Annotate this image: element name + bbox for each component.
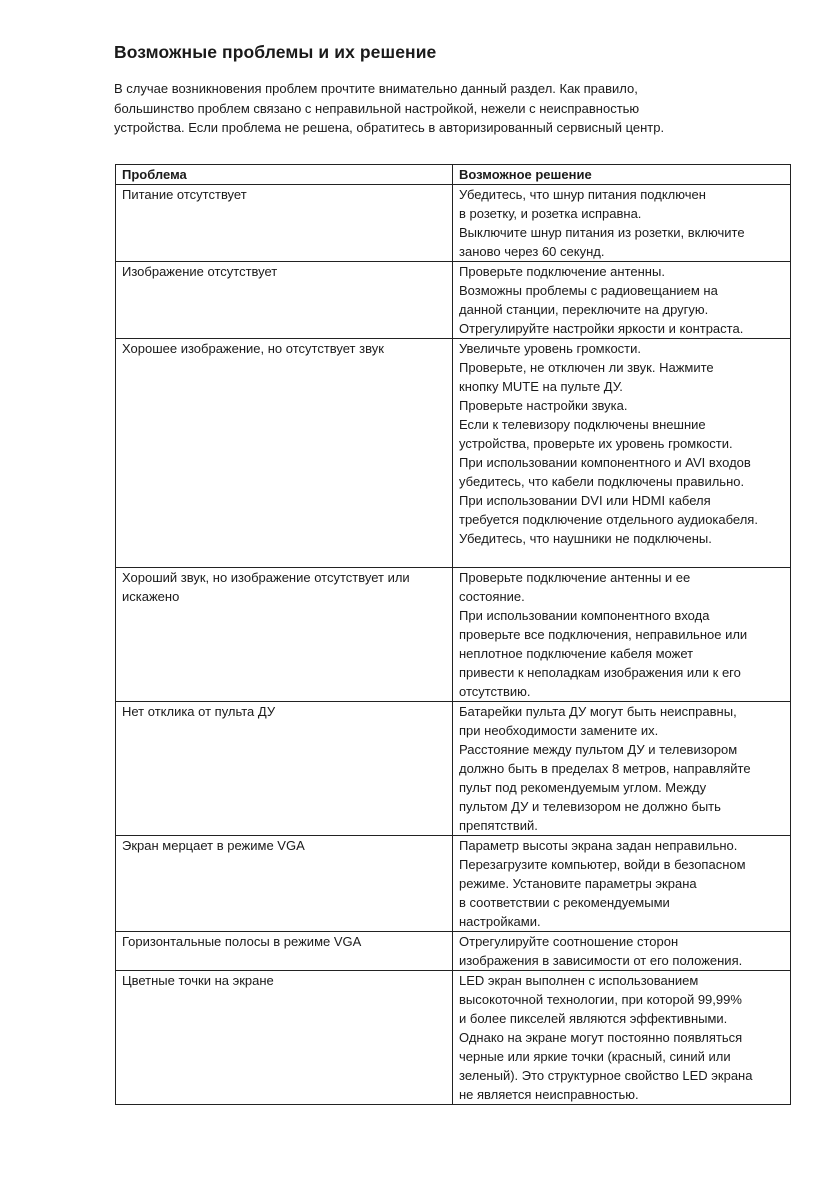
solution-text: черные или яркие точки (красный, синий или [459,1049,731,1064]
solution-text: Расстояние между пультом ДУ и телевизором [459,742,738,757]
table-row [116,932,791,971]
solution-cell [453,262,791,339]
solution-text: состояние. [459,589,525,604]
problem-cell [116,185,453,262]
solution-text: Убедитесь, что шнур питания подключен [459,187,706,202]
problem-cell [116,339,453,568]
solution-text: проверьте все подключения, неправильное или [459,627,748,642]
problem-cell [116,932,453,971]
header-problem: Проблема [116,165,453,185]
solution-text: не является неисправностью. [459,1087,639,1102]
intro-line: В случае возникновения проблем прочтите внимательно данный раздел. Как правило, [114,81,638,96]
solution-text: неплотное подключение кабеля может [459,646,694,661]
problem-text: Цветные точки на экране [122,973,274,988]
solution-text: устройства, проверьте их уровень громкости. [459,436,733,451]
solution-text: Если к телевизору подключены внешние [459,417,706,432]
solution-text: Проверьте подключение антенны и ее [459,570,691,585]
solution-cell [453,971,791,1105]
solution-cell [453,702,791,836]
problem-cell [116,971,453,1105]
solution-text: При использовании DVI или HDMI кабеля [459,493,711,508]
table-row [116,262,791,339]
problem-cell [116,262,453,339]
solution-text: настройками. [459,914,541,929]
solution-text: Увеличьте уровень громкости. [459,341,642,356]
solution-text: пультом ДУ и телевизором не должно быть [459,799,721,814]
table-row [116,339,791,568]
solution-text: отсутствию. [459,684,531,699]
solution-text: убедитесь, что кабели подключены правильно. [459,474,745,489]
intro-line: большинство проблем связано с неправильной настройкой, нежели с неисправностью [114,100,640,116]
solution-text: при необходимости замените их. [459,723,659,738]
solution-text: Проверьте подключение антенны. [459,264,665,279]
problem-text: Горизонтальные полосы в режиме VGA [122,934,362,949]
solution-cell [453,932,791,971]
solution-text: Батарейки пульта ДУ могут быть неисправны, [459,704,737,719]
problem-text: искажено [122,589,180,604]
solution-text: Отрегулируйте соотношение сторон [459,934,679,949]
solution-text: режиме. Установите параметры экрана [459,876,697,891]
solution-text: пульт под рекомендуемым углом. Между [459,780,707,795]
intro-paragraph [114,79,754,138]
solution-text: Отрегулируйте настройки яркости и контраста. [459,321,744,336]
table-row [116,702,791,836]
table-row [116,185,791,262]
solution-text: LED экран выполнен с использованием [459,973,699,988]
solution-text: Убедитесь, что наушники не подключены. [459,531,712,546]
solution-cell [453,568,791,702]
solution-text: Проверьте настройки звука. [459,398,628,413]
problem-cell [116,568,453,702]
solution-text: При использовании компонентного и AVI входов [459,455,751,470]
intro-line: устройства. Если проблема не решена, обратитесь в авторизированный сервисный центр. [114,120,665,135]
solution-text: привести к неполадкам изображения или к его [459,665,741,680]
table-header-row [116,165,791,185]
solution-text: данной станции, переключите на другую. [459,302,709,317]
problem-text: Питание отсутствует [122,187,247,202]
problem-text: Хорошее изображение, но отсутствует звук [122,341,384,356]
problem-cell [116,702,453,836]
solution-text: в розетку, и розетка исправна. [459,206,642,221]
problem-text: Хороший звук, но изображение отсутствует или [122,570,410,585]
header-solution: Возможное решение [453,165,791,185]
solution-text: Выключите шнур питания из розетки, включите [459,225,745,240]
solution-text: Возможны проблемы с радиовещанием на [459,283,718,298]
problem-text: Нет отклика от пульта ДУ [122,704,276,719]
solution-text [459,548,784,567]
solution-text: требуется подключение отдельного аудиокабеля. [459,512,758,527]
problem-text: Изображение отсутствует [122,264,278,279]
problem-cell [116,836,453,932]
table-row [116,568,791,702]
solution-text: должно быть в пределах 8 метров, направляйте [459,761,751,776]
solution-text: изображения в зависимости от его положения. [459,953,743,968]
solution-cell [453,836,791,932]
solution-text: препятствий. [459,818,538,833]
table-row [116,836,791,932]
solution-text: кнопку MUTE на пульте ДУ. [459,379,623,394]
troubleshooting-table [115,164,791,1105]
page-title: Возможные проблемы и их решение [114,42,437,62]
solution-text: Параметр высоты экрана задан неправильно. [459,838,738,853]
solution-text: Однако на экране могут постоянно появляться [459,1030,743,1045]
table-body [116,185,791,1105]
solution-text: заново через 60 секунд. [459,244,605,259]
solution-text: зеленый). Это структурное свойство LED экрана [459,1068,753,1083]
solution-text: высокоточной технологии, при которой 99,99% [459,992,742,1007]
solution-text: в соответствии с рекомендуемыми [459,895,670,910]
solution-text: При использовании компонентного входа [459,608,710,623]
table-row [116,971,791,1105]
solution-cell [453,339,791,568]
solution-text: Перезагрузите компьютер, войди в безопасном [459,857,746,872]
problem-text: Экран мерцает в режиме VGA [122,838,305,853]
solution-text: Проверьте, не отключен ли звук. Нажмите [459,360,714,375]
solution-text: и более пикселей являются эффективными. [459,1011,728,1026]
solution-cell [453,185,791,262]
